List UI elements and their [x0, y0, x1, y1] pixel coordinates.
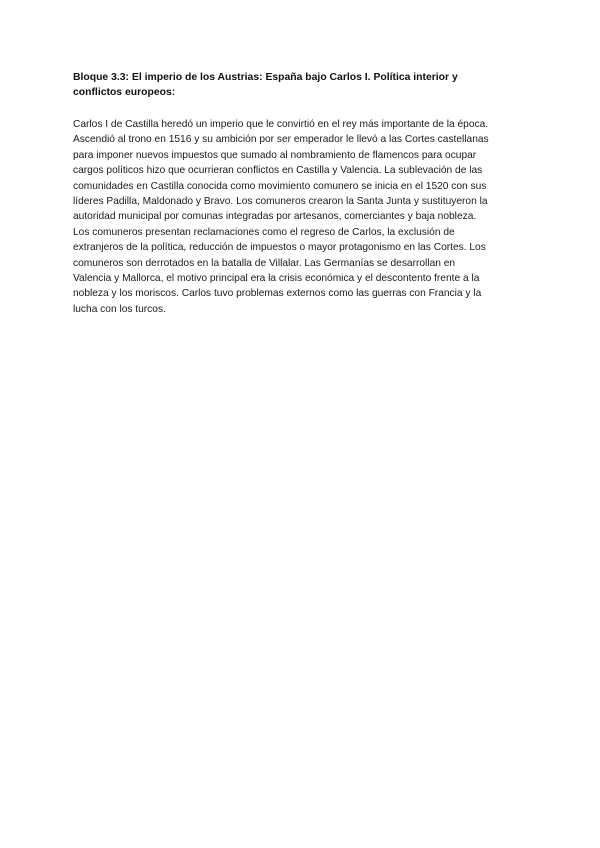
- document-heading: [73, 70, 533, 100]
- paragraph-line: Los comuneros presentan reclamaciones como el regreso de Carlos, la exclusión de: [73, 226, 455, 238]
- heading-line: Bloque 3.3: El imperio de los Austrias: España bajo Carlos I. Política interior y: [73, 72, 458, 83]
- paragraph-line: para imponer nuevos impuestos que sumado al nombramiento de flamencos para ocupar: [73, 149, 477, 161]
- paragraph-line: comunidades en Castilla conocida como movimiento comunero se inicia en el 1520 con sus: [73, 180, 487, 192]
- paragraph-line: nobleza y los moriscos. Carlos tuvo problemas externos como las guerras con Francia y la: [73, 288, 482, 300]
- paragraph-line: Valencia y Mallorca, el motivo principal era la crisis económica y el descontento frente a la: [73, 273, 480, 285]
- document-content: [73, 70, 533, 317]
- paragraph-line: Ascendió al trono en 1516 y su ambición por ser emperador le llevó a las Cortes castellanas: [73, 134, 489, 146]
- body-paragraph: [73, 117, 533, 317]
- paragraph-line: líderes Padilla, Maldonado y Bravo. Los comuneros crearon la Santa Junta y sustituyeron la: [73, 196, 488, 208]
- paragraph-line: extranjeros de la política, reducción de impuestos o mayor protagonismo en las Cortes. Los: [73, 242, 486, 254]
- heading-line: conflictos europeos:: [73, 87, 176, 98]
- paragraph-line: lucha con los turcos.: [73, 303, 166, 315]
- paragraph-line: comuneros son derrotados en la batalla de Villalar. Las Germanías se desarrollan en: [73, 257, 456, 269]
- paragraph-line: Carlos I de Castilla heredó un imperio que le convirtió en el rey más importante de la época.: [73, 119, 489, 130]
- paragraph-line: autoridad municipal por comunas integradas por artesanos, comerciantes y baja nobleza.: [73, 211, 477, 223]
- paragraph-line: cargos políticos hizo que ocurrieran conflictos en Castilla y Valencia. La sublevación de las: [73, 165, 483, 177]
